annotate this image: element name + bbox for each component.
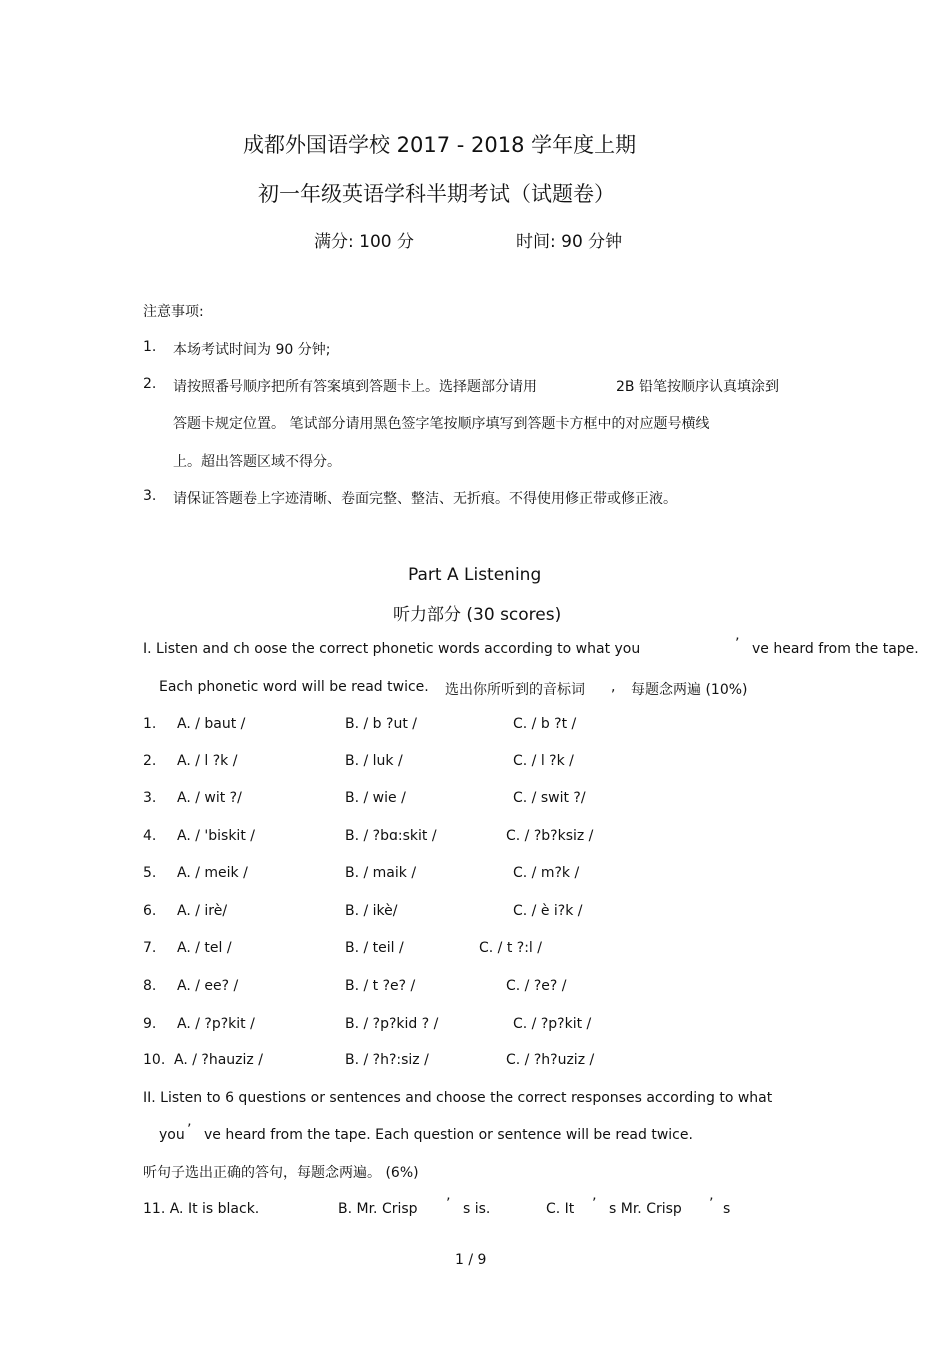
question-number: 2.: [143, 753, 157, 769]
apostrophe: ’: [592, 1196, 597, 1212]
option-c: C. / ?b?ksiz /: [506, 828, 594, 844]
option-a: A. / meik /: [177, 865, 248, 881]
exam-title-line1: 成都外国语学校 2017 - 2018 学年度上期: [243, 133, 637, 157]
section1-instruction: Each phonetic word will be read twice.: [159, 679, 429, 695]
option-a: A. / ee? /: [177, 978, 239, 994]
full-score-label: 满分: 100 分: [314, 232, 414, 252]
exam-title-line2: 初一年级英语学科半期考试（试题卷）: [258, 182, 615, 206]
option-b: B. / ?h?:siz /: [345, 1052, 429, 1068]
question-number: 6.: [143, 903, 157, 919]
option-c: C. / t ?:l /: [479, 940, 542, 956]
question-11-option-b: s is.: [463, 1201, 491, 1217]
note-number: 1.: [143, 339, 157, 355]
option-b: B. / t ?e? /: [345, 978, 416, 994]
option-b: B. / wie /: [345, 790, 406, 806]
question-number: 4.: [143, 828, 157, 844]
page-number: 1 / 9: [455, 1252, 487, 1268]
option-c: C. / ?p?kit /: [513, 1016, 592, 1032]
section1-instruction: 每题念两遍 (10%): [631, 682, 748, 698]
option-c: C. / l ?k /: [513, 753, 574, 769]
question-11-option-c: C. It: [546, 1201, 575, 1217]
question-number: 3.: [143, 790, 157, 806]
option-a: A. / tel /: [177, 940, 232, 956]
section1-instruction: I. Listen and ch oose the correct phonetic words according to what you: [143, 641, 641, 657]
apostrophe: ’: [709, 1196, 714, 1212]
question-11-option-b: B. Mr. Crisp: [338, 1201, 418, 1217]
note-number: 3.: [143, 488, 157, 504]
note-text: 请保证答题卷上字迹清晰、卷面完整、整洁、无折痕。不得使用修正带或修正液。: [173, 491, 677, 507]
option-b: B. / luk /: [345, 753, 403, 769]
apostrophe: ’: [735, 636, 740, 652]
note-text: 2B 铅笔按顺序认真填涂到: [616, 379, 779, 395]
option-c: C. / ?h?uziz /: [506, 1052, 595, 1068]
note-number: 2.: [143, 376, 157, 392]
option-a: A. / wit ?/: [177, 790, 242, 806]
apostrophe: ’: [187, 1122, 192, 1138]
option-a: A. / irè/: [177, 903, 228, 919]
question-number: 8.: [143, 978, 157, 994]
option-c: C. / b ?t /: [513, 716, 577, 732]
option-b: B. / maik /: [345, 865, 417, 881]
option-c: C. / m?k /: [513, 865, 580, 881]
option-a: A. / baut /: [177, 716, 246, 732]
section2-instruction: you: [159, 1127, 185, 1143]
question-number: 10.: [143, 1052, 166, 1068]
question-number: 5.: [143, 865, 157, 881]
section1-instruction: ve heard from the tape.: [752, 641, 919, 657]
note-text: 答题卡规定位置。 笔试部分请用黑色签字笔按顺序填写到答题卡方框中的对应题号横线: [173, 416, 710, 432]
notes-heading: 注意事项:: [143, 304, 204, 320]
apostrophe: ’: [446, 1196, 451, 1212]
section2-instruction: ve heard from the tape. Each question or sentence will be read twice.: [204, 1127, 693, 1143]
question-number: 1.: [143, 716, 157, 732]
option-a: A. / ?hauziz /: [174, 1052, 263, 1068]
section1-instruction: ,: [611, 679, 616, 695]
section2-instruction: 听句子选出正确的答句，每题念两遍。 (6%): [143, 1165, 419, 1181]
option-a: A. / 'biskit /: [177, 828, 255, 844]
option-a: A. / l ?k /: [177, 753, 238, 769]
option-c: C. / swit ?/: [513, 790, 586, 806]
note-text: 上。超出答题区域不得分。: [173, 454, 341, 470]
option-b: B. / teil /: [345, 940, 404, 956]
time-limit-label: 时间: 90 分钟: [516, 232, 623, 252]
option-b: B. / b ?ut /: [345, 716, 417, 732]
question-11-option-c: s: [723, 1201, 731, 1217]
note-text: 请按照番号顺序把所有答案填到答题卡上。选择题部分请用: [173, 379, 537, 395]
section1-instruction: 选出你所听到的音标词: [445, 682, 585, 698]
note-text: 本场考试时间为 90 分钟;: [173, 342, 331, 358]
question-11-option-a: 11. A. It is black.: [143, 1201, 260, 1217]
option-a: A. / ?p?kit /: [177, 1016, 255, 1032]
section2-instruction: II. Listen to 6 questions or sentences and choose the correct responses according to what: [143, 1090, 773, 1106]
option-b: B. / ?bɑ:skit /: [345, 828, 437, 844]
part-a-subtitle: 听力部分 (30 scores): [393, 605, 562, 625]
part-a-title: Part A Listening: [408, 565, 542, 585]
question-11-option-c: s Mr. Crisp: [609, 1201, 682, 1217]
option-c: C. / è i?k /: [513, 903, 583, 919]
question-number: 7.: [143, 940, 157, 956]
option-c: C. / ?e? /: [506, 978, 567, 994]
option-b: B. / ?p?kid ? /: [345, 1016, 439, 1032]
question-number: 9.: [143, 1016, 157, 1032]
option-b: B. / ikè/: [345, 903, 398, 919]
